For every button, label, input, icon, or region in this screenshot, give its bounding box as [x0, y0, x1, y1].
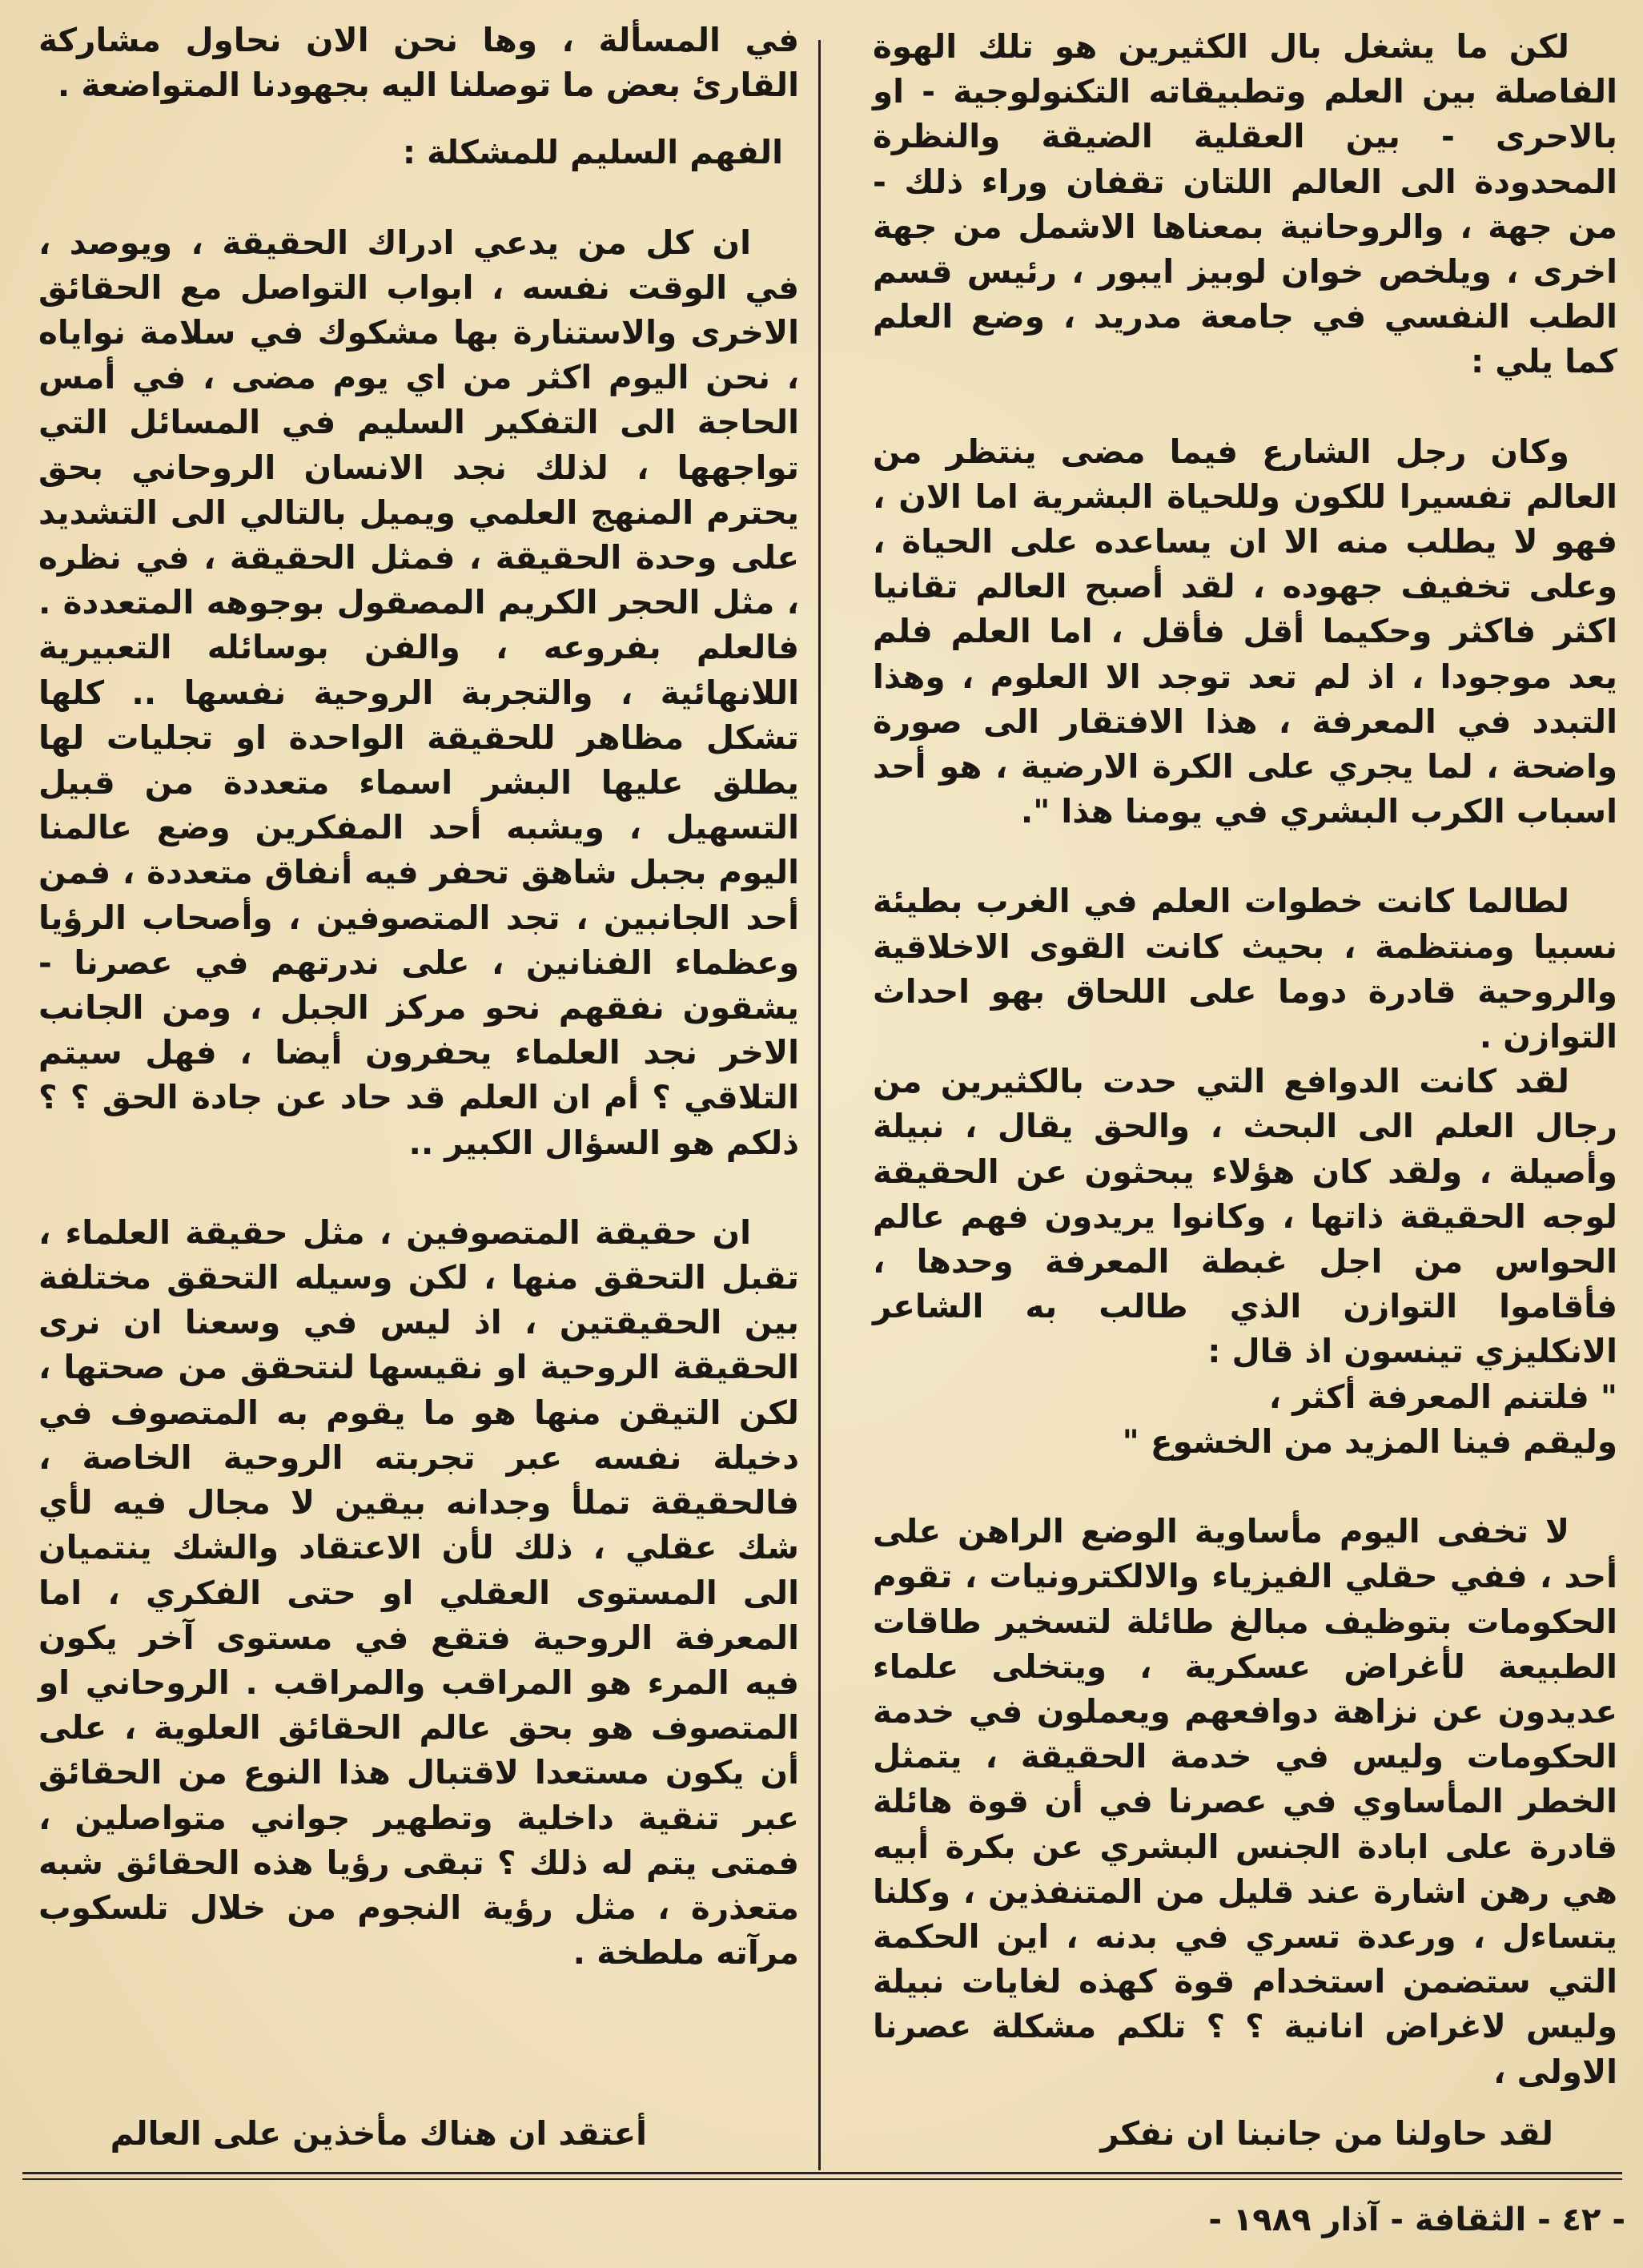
left-column — [38, 18, 799, 1975]
paragraph: لا تخفى اليوم مأساوية الوضع الراهن على أحد ، ففي حقلي الفيزياء والالكترونيات ، تقوم الحكومات بتوظيف مبالغ طائلة لتسخير طاقات الطبيعة لأغراض عسكرية ، ويتخلى علماء عديدون عن نزاهة دوافعهم ويعملون في خدمة الحكومات وليس في خدمة الحقيقة ، يتمثل الخطر المأساوي في عصرنا في أن قوة هائلة قادرة على ابادة الجنس البشري عن بكرة أبيه هي رهن اشارة عند قليل من المتنفذين ، وكلنا يتساءل ، ورعدة تسري في بدنه ، اين الحكمة التي ستضمن استخدام قوة كهذه لغايات نبيلة وليس لاغراض انانية ؟ ؟ تلكم مشكلة عصرنا الاولى ، — [873, 1512, 1617, 2091]
page-footer: - ٤٢ - الثقافة - آذار ١٩٨٩ - — [1208, 2202, 1625, 2238]
poem-line: وليقم فينا المزيد من الخشوع " — [1122, 1422, 1617, 1461]
paragraph: وكان رجل الشارع فيما مضى ينتظر من العالم تفسيرا للكون وللحياة البشرية اما الان ، فهو لا يطلب منه الا ان يساعده على الحياة ، وعلى تخفيف جهوده ، لقد أصبح العالم تقانيا اكثر فاكثر وحكيما أقل فأقل ، اما العلم فلم يعد موجودا ، اذ لم تعد توجد الا العلوم ، وهذا التبدد في المعرفة ، هذا الافتقار الى صورة واضحة ، لما يجري على الكرة الارضية ، هو أحد اسباب الكرب البشري في يومنا هذا ". — [873, 432, 1617, 831]
right-column-last-line: لقد حاولنا من جانبنا ان نفكر — [1100, 2114, 1553, 2153]
paragraph: لقد كانت الدوافع التي حدت بالكثيرين من رجال العلم الى البحث ، والحق يقال ، نبيلة وأصيلة ، ولقد كان هؤلاء يبحثون عن الحقيقة لوجه الحقيقة ذاتها ، وكانوا يريدون فهم عالم الحواس من اجل غبطة المعرفة وحدها ، فأقاموا التوازن الذي طالب به الشاعر الانكليزي تينسون اذ قال : — [873, 1062, 1617, 1371]
footer-rule — [22, 2172, 1622, 2174]
poem-line: " فلتنم المعرفة أكثر ، — [1268, 1377, 1617, 1416]
section-heading: الفهم السليم للمشكلة : — [402, 133, 783, 172]
column-divider — [818, 40, 821, 2170]
footer-rule-thin — [22, 2178, 1622, 2180]
intro-paragraph: في المسألة ، وها نحن الان نحاول مشاركة القارئ بعض ما توصلنا اليه بجهودنا المتواضعة . — [38, 21, 799, 105]
right-column — [873, 24, 1617, 2094]
paragraph: لطالما كانت خطوات العلم في الغرب بطيئة نسبيا ومنتظمة ، بحيث كانت القوى الاخلاقية والروحية قادرة دوما على اللحاق بهو احداث التوازن . — [873, 882, 1617, 1056]
paragraph: ان حقيقة المتصوفين ، مثل حقيقة العلماء ، تقبل التحقق منها ، لكن وسيله التحقق مختلفة بين الحقيقتين ، اذ ليس في وسعنا ان نرى الحقيقة الروحية او نقيسها لنتحقق من صحتها ، لكن التيقن منها هو ما يقوم به المتصوف في دخيلة نفسه عبر تجربته الروحية الخاصة ، فالحقيقة تملأ وجدانه بيقين لا مجال فيه لأي شك عقلي ، ذلك لأن الاعتقاد والشك ينتميان الى المستوى العقلي او حتى الفكري ، اما المعرفة الروحية فتقع في مستوى آخر يكون فيه المرء هو المراقب والمراقب . الروحاني او المتصوف هو بحق عالم الحقائق العلوية ، على أن يكون مستعدا لاقتبال هذا النوع من الحقائق عبر تنقية داخلية وتطهير جواني متواصلين ، فمتى يتم له ذلك ؟ تبقى رؤيا هذه الحقائق شبه متعذرة ، مثل رؤية النجوم من خلال تلسكوب مرآته ملطخة . — [38, 1212, 799, 1972]
left-column-last-line: أعتقد ان هناك مأخذين على العالم — [110, 2114, 647, 2153]
paragraph: لكن ما يشغل بال الكثيرين هو تلك الهوة الفاصلة بين العلم وتطبيقاته التكنولوجية - او بالاحرى - بين العقلية الضيقة والنظرة المحدودة الى العالم اللتان تقفان وراء ذلك - من جهة ، والروحانية بمعناها الاشمل من جهة اخرى ، ويلخص خوان لوبيز ايبور ، رئيس قسم الطب النفسي في جامعة مدريد ، وضع العلم كما يلي : — [873, 27, 1617, 381]
paragraph: ان كل من يدعي ادراك الحقيقة ، ويوصد ، في الوقت نفسه ، ابواب التواصل مع الحقائق الاخرى والاستنارة بها مشكوك في سلامة نواياه ، نحن اليوم اكثر من اي يوم مضى ، في أمس الحاجة الى التفكير السليم في المسائل التي تواجهها ، لذلك نجد الانسان الروحاني بحق يحترم المنهج العلمي ويميل بالتالي الى التشديد على وحدة الحقيقة ، فمثل الحقيقة ، في نظره ، مثل الحجر الكريم المصقول بوجوهه المتعددة . فالعلم بفروعه ، والفن بوسائله التعبيرية اللانهائية ، والتجربة الروحية نفسها .. كلها تشكل مظاهر للحقيقة الواحدة او تجليات لها يطلق عليها البشر اسماء متعددة من قبيل التسهيل ، ويشبه أحد المفكرين وضع عالمنا اليوم بجبل شاهق تحفر فيه أنفاق متعددة ، فمن أحد الجانبين ، تجد المتصوفين ، وأصحاب الرؤيا وعظماء الفنانين ، على ندرتهم في عصرنا - يشقون نفقهم نحو مركز الجبل ، ومن الجانب الاخر نجد العلماء يحفرون أيضا ، فهل سيتم التلاقي ؟ أم ان العلم قد حاد عن جادة الحق ؟ ؟ ذلكم هو السؤال الكبير .. — [38, 223, 799, 1162]
